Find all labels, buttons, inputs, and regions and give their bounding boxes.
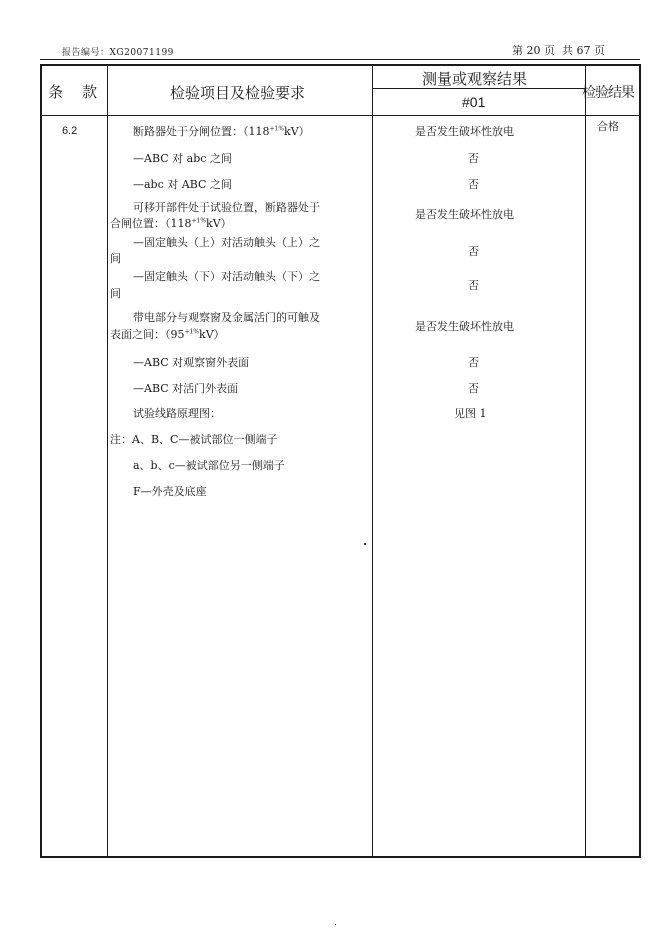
item-text-unit: kV） [284,125,310,138]
scan-speck [335,924,336,925]
page-indicator [512,42,605,58]
header-items: 检验项目及检验要求 [170,84,306,102]
item-text-main: 断路器处于分闸位置：（118 [133,125,270,138]
result-cell: 是否发生破坏性放电 [415,125,514,138]
table-border-right [639,64,641,858]
table-border-bottom [40,856,641,858]
note-text: 注：A、B、C—被试部位一侧端子 [110,433,278,446]
header-clause: 条 款 [48,83,98,101]
result-cell: 否 [468,152,479,165]
result-cell: 否 [468,382,479,395]
item-text: —abc 对 ABC 之间 [133,178,232,191]
item-text-main: 表面之间：（95 [110,328,185,341]
tolerance-sup: +1% [184,328,200,336]
result-cell: 否 [468,178,479,191]
header-bottom-rule [40,115,641,116]
item-text: 间 [110,252,121,265]
col-divider-3 [585,64,586,858]
result-cell: 是否发生破坏性放电 [415,320,514,333]
scan-speck [364,543,366,545]
item-text: —ABC 对活门外表面 [133,382,239,395]
tolerance-sup: +1% [269,125,285,133]
table-border-left [40,64,42,858]
header-sample-id: #01 [462,94,486,110]
note-text: a、b、c—被试部位另一侧端子 [133,459,285,472]
page-number: 20 [526,44,541,57]
result-cell: 否 [468,245,479,258]
item-text: —固定触头（下）对活动触头（下）之 [133,270,320,283]
page-suffix: 页 [594,44,605,57]
page-total: 67 [576,44,591,57]
item-text: 间 [110,287,121,300]
col-divider-2 [372,64,373,858]
item-text-unit: kV） [199,328,225,341]
note-text: F—外壳及底座 [133,485,207,498]
page-prefix: 第 [512,44,523,57]
result-cell: 见图 1 [454,407,487,420]
page-mid: 页 共 [544,44,573,57]
item-text: —ABC 对观察窗外表面 [133,356,250,369]
tolerance-sup: +1% [191,217,207,225]
item-text: 试验线路原理图： [133,407,221,420]
item-text: —ABC 对 abc 之间 [133,152,232,165]
item-text: 带电部分与观察窗及金属活门的可触及 [133,311,320,324]
conclusion-cell: 合格 [597,120,619,133]
clause-number: 6.2 [62,125,78,137]
header-results: 测量或观察结果 [422,70,528,88]
report-number: 报告编号：XG20071199 [62,48,174,58]
item-text-unit: kV） [206,217,232,230]
header-rule [40,59,640,60]
result-cell: 是否发生破坏性放电 [415,208,514,221]
header-conclusion: 检验结果 [582,85,634,101]
item-text: —固定触头（上）对活动触头（上）之 [133,236,320,249]
item-text [133,126,310,137]
table-border-top [40,64,641,66]
col-divider-1 [107,64,108,858]
item-text: 可移开部件处于试验位置，断路器处于 [133,201,320,214]
item-text [110,218,232,229]
result-cell: 否 [468,279,479,292]
item-text [110,329,225,340]
result-cell: 否 [468,356,479,369]
item-text-main: 合闸位置：（118 [110,217,192,230]
